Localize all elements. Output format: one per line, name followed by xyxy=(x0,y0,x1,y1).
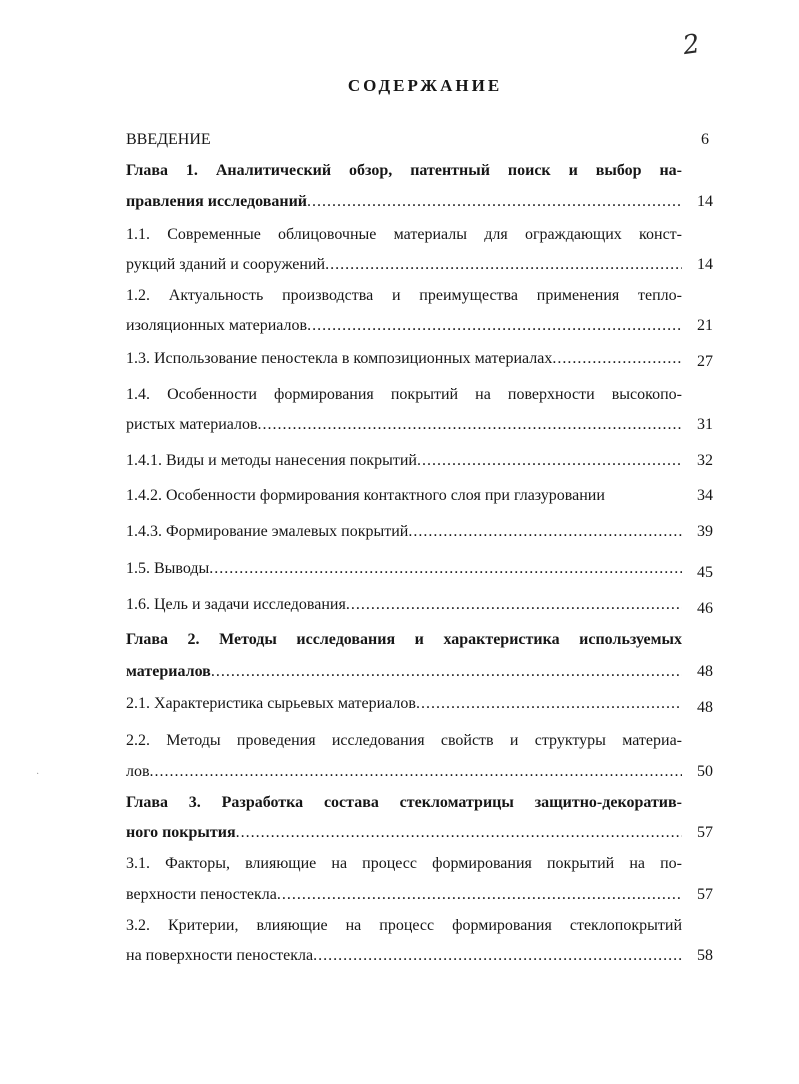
toc-entry-text: 1.6. Цель и задачи исследования xyxy=(126,596,346,613)
toc-entry-3-2-cont[interactable] xyxy=(126,945,686,967)
toc-entry-text: Глава 2. Методы исследования и характеристика используемых xyxy=(126,631,682,648)
toc-entry-chapter-2-cont[interactable] xyxy=(126,661,686,683)
toc-entry-text: правления исследований xyxy=(126,193,307,210)
toc-entry-1-3[interactable] xyxy=(126,348,686,370)
toc-entry-1-2[interactable] xyxy=(126,285,682,307)
leader-dots xyxy=(258,414,682,436)
toc-entry-1-1[interactable] xyxy=(126,224,682,246)
toc-entry-chapter-3[interactable] xyxy=(126,792,682,814)
toc-page-number: 57 xyxy=(697,824,713,841)
toc-entry-text: ВВЕДЕНИЕ xyxy=(126,131,211,148)
toc-entry-text: 1.3. Использование пеностекла в композиционных материалах xyxy=(126,350,553,367)
toc-entry-1-1-cont[interactable] xyxy=(126,254,686,276)
toc-page-number: 45 xyxy=(697,564,713,581)
toc-entry-text: ного покрытия xyxy=(126,824,236,841)
leader-dots xyxy=(417,450,682,472)
toc-page-number: 21 xyxy=(697,317,713,334)
leader-dots xyxy=(325,254,682,276)
toc-entry-text: изоляционных материалов xyxy=(126,317,308,334)
toc-entry-text: 1.1. Современные облицовочные материалы для ограждающих конст- xyxy=(126,226,682,243)
leader-dots xyxy=(307,315,682,337)
toc-entry-text: 2.1. Характеристика сырьевых материалов xyxy=(126,695,416,712)
page-title: СОДЕРЖАНИЕ xyxy=(347,76,503,95)
toc-entry-text: 1.4.2. Особенности формирования контактного слоя при глазуровании xyxy=(126,487,605,504)
leader-dots xyxy=(313,945,682,967)
toc-page-number: 46 xyxy=(697,600,713,617)
leader-dots xyxy=(408,521,682,543)
toc-page-number: 48 xyxy=(697,663,713,680)
leader-dots xyxy=(150,761,682,783)
toc-entry-2-2-cont[interactable] xyxy=(126,761,686,783)
toc-entry-1-6[interactable] xyxy=(126,594,686,616)
toc-page-number: 50 xyxy=(697,763,713,780)
toc-entry-text: материалов xyxy=(126,663,211,680)
toc-entry-text: 1.4.1. Виды и методы нанесения покрытий xyxy=(126,452,417,469)
toc-page-number: 6 xyxy=(701,131,709,148)
leader-dots xyxy=(552,348,682,370)
leader-dots xyxy=(209,558,682,580)
toc-page-number: 48 xyxy=(697,699,713,716)
toc-entry-1-2-cont[interactable] xyxy=(126,315,686,337)
toc-entry-chapter-2[interactable] xyxy=(126,629,682,651)
handwritten-page-number: 2 xyxy=(680,28,702,62)
toc-entry-2-1[interactable] xyxy=(126,693,686,715)
toc-entry-text: 1.2. Актуальность производства и преимущества применения тепло- xyxy=(126,287,682,304)
toc-page-number: 14 xyxy=(697,256,713,273)
toc-entry-text: 3.1. Факторы, влияющие на процесс формирования покрытий на по- xyxy=(126,855,682,872)
leader-dots xyxy=(416,693,682,715)
toc-page-number: 57 xyxy=(697,886,713,903)
toc-entry-chapter-1-cont[interactable] xyxy=(126,191,686,213)
toc-entry-text: Глава 3. Разработка состава стекломатрицы защитно-декоратив- xyxy=(126,794,682,811)
leader-dots xyxy=(277,884,682,906)
toc-entry-1-4-2[interactable] xyxy=(126,485,686,507)
toc-page-number: 34 xyxy=(697,487,713,504)
leader-dots xyxy=(211,661,682,683)
toc-page-number: 58 xyxy=(697,947,713,964)
toc-entry-text: лов xyxy=(126,763,150,780)
toc-entry-text: на поверхности пеностекла xyxy=(126,947,314,964)
toc-entry-1-4[interactable] xyxy=(126,384,682,406)
toc-entry-text: Глава 1. Аналитический обзор, патентный поиск и выбор на- xyxy=(126,162,682,179)
toc-entry-chapter-3-cont[interactable] xyxy=(126,822,686,844)
leader-dots xyxy=(236,822,682,844)
toc-entry-3-1[interactable] xyxy=(126,853,682,875)
toc-entry-introduction[interactable] xyxy=(126,129,686,151)
toc-entry-2-2[interactable] xyxy=(126,730,682,752)
toc-page-number: 39 xyxy=(697,523,713,540)
toc-entry-1-4-3[interactable] xyxy=(126,521,686,543)
toc-entry-3-1-cont[interactable] xyxy=(126,884,686,906)
toc-entry-text: 1.4.3. Формирование эмалевых покрытий xyxy=(126,523,409,540)
toc-page-number: 27 xyxy=(697,353,713,370)
toc-entry-3-2[interactable] xyxy=(126,915,682,937)
toc-entry-text: 3.2. Критерии, влияющие на процесс формирования стеклопокрытий xyxy=(126,917,682,934)
leader-dots xyxy=(307,191,682,213)
toc-entry-1-5[interactable] xyxy=(126,558,686,580)
toc-entry-text: 2.2. Методы проведения исследования свойств и структуры материа- xyxy=(126,732,682,749)
toc-entry-text: рукций зданий и сооружений xyxy=(126,256,326,273)
leader-dots xyxy=(346,594,682,616)
toc-page-number: 14 xyxy=(697,193,713,210)
toc-entry-text: 1.4. Особенности формирования покрытий на поверхности высокопо- xyxy=(126,386,682,403)
toc-entry-text: верхности пеностекла xyxy=(126,886,277,903)
toc-entry-1-4-cont[interactable] xyxy=(126,414,686,436)
toc-entry-text: 1.5. Выводы xyxy=(126,560,210,577)
toc-entry-1-4-1[interactable] xyxy=(126,450,686,472)
scan-speck: · xyxy=(36,769,40,780)
toc-page-number: 31 xyxy=(697,416,713,433)
toc-entry-text: ристых материалов xyxy=(126,416,258,433)
toc-page-number: 32 xyxy=(697,452,713,469)
toc-entry-chapter-1[interactable] xyxy=(126,160,682,182)
